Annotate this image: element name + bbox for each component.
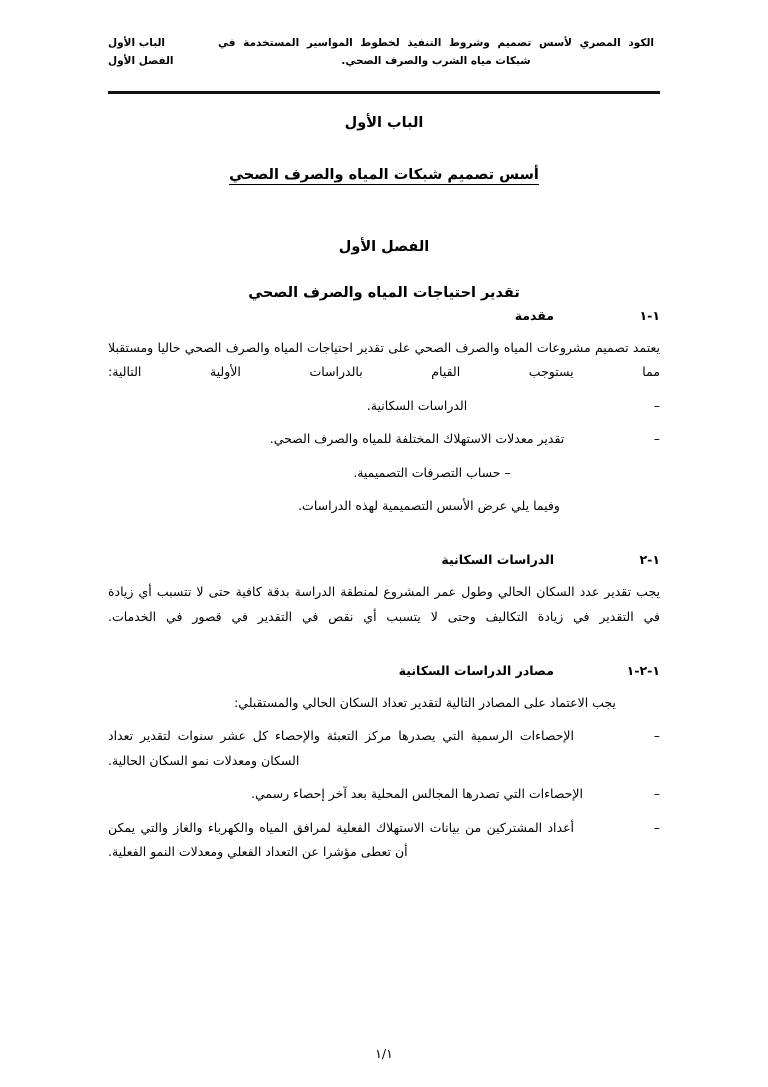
list-item-label: أعداد المشتركين من بيانات الاستهلاك الفعلية لمرافق المياه والكهرباء والغاز والتي يمكن أن تعطى مؤشرا عن التعداد الفعلي ومعدلات النمو الفعلية. <box>108 819 574 859</box>
header-part-chapter <box>108 34 204 71</box>
section-heading <box>108 308 660 323</box>
list-item-label: الإحصاءات الرسمية التي يصدرها مركز التعبئة والإحصاء كل عشر سنوات لتقدير تعداد السكان ومعدلات نمو السكان الحالية. <box>108 728 574 768</box>
dash-bullet-icon: – <box>653 431 660 447</box>
list-item <box>108 461 660 485</box>
part-subject-title <box>108 168 660 184</box>
section-title: مصادر الدراسات السكانية <box>398 663 554 678</box>
header-part-label: الباب الأول <box>108 37 166 49</box>
header-divider-rule <box>108 91 660 94</box>
chapter-title: الفصل الأول <box>338 238 430 255</box>
dash-bullet-icon: – <box>653 819 660 835</box>
section-number: ١-٢-١ <box>626 663 660 678</box>
section-1-2-1 <box>108 663 660 864</box>
section-number: ١-٢ <box>639 552 660 568</box>
list-item <box>108 782 660 806</box>
list-item-text: حساب التصرفات التصميمية. <box>353 464 501 480</box>
dash-bullet-icon: – <box>653 728 660 744</box>
list-item-label <box>108 461 660 485</box>
part-subject-text: أسس تصميم شبكات المياه والصرف الصحي <box>229 166 539 183</box>
list-item-label: تقدير معدلات الاستهلاك المختلفة للمياه والصرف الصحي. <box>269 431 565 447</box>
running-header <box>108 34 660 71</box>
list-item <box>108 394 660 418</box>
list-item <box>108 427 660 451</box>
part-title: الباب الأول <box>344 115 424 131</box>
section-1-1 <box>108 308 660 518</box>
page-number: ١/١ <box>375 1046 393 1061</box>
section-heading <box>108 663 660 678</box>
header-chapter-label: الفصل الأول <box>108 55 174 68</box>
section-number: ١-١ <box>639 308 660 323</box>
list-item <box>108 724 660 773</box>
list-item-label: الدراسات السكانية. <box>366 397 468 413</box>
dash-bullet-icon: – <box>653 397 660 413</box>
section-paragraph: يجب الاعتماد على المصادر التالية لتقدير تعداد السكان الحالي والمستقبلي: <box>234 695 616 710</box>
section-title: الدراسات السكانية <box>441 552 554 568</box>
section-bullet-list <box>108 724 660 864</box>
section-closing-note: وفيما يلي عرض الأسس التصميمية لهذه الدراسات. <box>298 497 560 513</box>
section-paragraph: يعتمد تصميم مشروعات المياه والصرف الصحي على تقدير احتياجات المياه والصرف الصحي حاليا ومستقبلا مما يستوجب القيام بالدراسات الأولية التالية: <box>108 340 660 380</box>
title-block <box>108 116 660 302</box>
section-heading <box>108 552 660 567</box>
section-title: مقدمة <box>514 308 554 323</box>
list-item-label: الإحصاءات التي تصدرها المجالس المحلية بعد آخر إحصاء رسمي. <box>250 786 583 802</box>
header-document-title: الكود المصري لأسس تصميم وشروط التنفيذ لخطوط المواسير المستخدمة في شبكات مياه الشرب والصرف الصحي. <box>218 37 654 68</box>
section-1-2 <box>108 552 660 629</box>
dash-bullet-icon: – <box>653 786 660 802</box>
section-bullet-list <box>108 394 660 485</box>
list-item <box>108 816 660 865</box>
page-footer <box>0 1046 768 1061</box>
inline-dash-icon: – <box>504 464 511 480</box>
section-paragraph: يجب تقدير عدد السكان الحالي وطول عمر المشروع لمنطقة الدراسة بدقة كافية حتى لا تتسبب أي زيادة في التقدير في زيادة التكاليف وحتى لا يتسبب أي نقص في التقدير في قصور في الخدمات. <box>108 584 660 624</box>
document-body <box>108 308 660 864</box>
chapter-subject-title: تقدير احتياجات المياه والصرف الصحي <box>248 284 520 301</box>
